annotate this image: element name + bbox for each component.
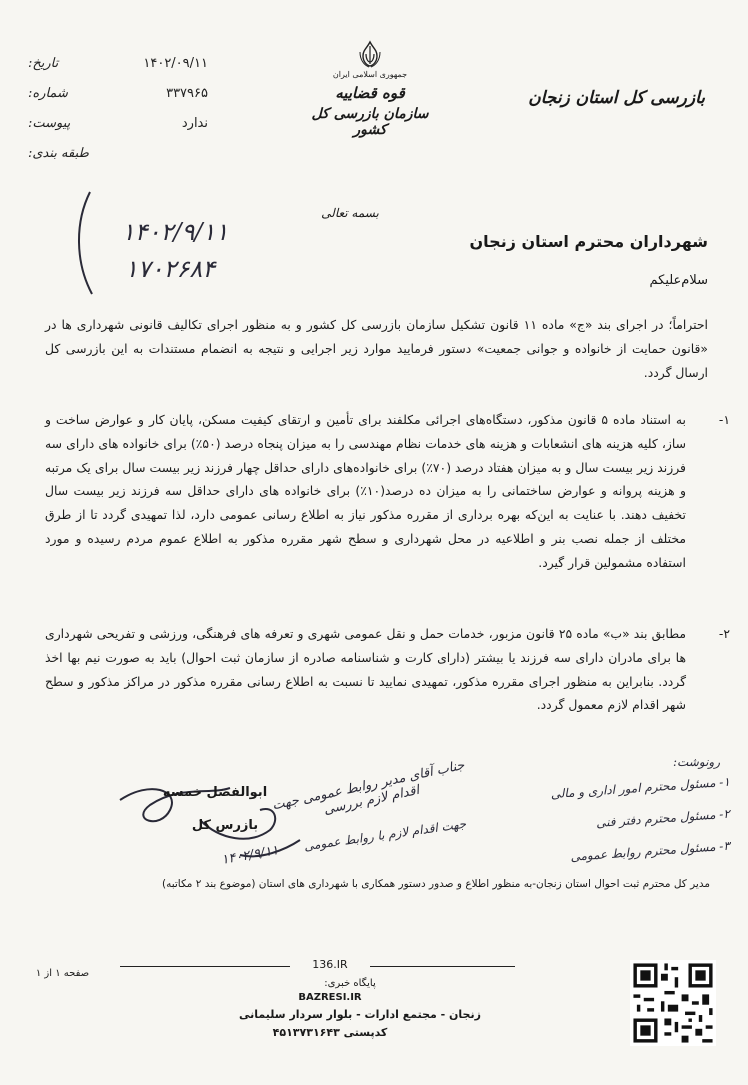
news-site: BAZRESI.IR bbox=[298, 992, 362, 1003]
meta-attachment-label: پیوست: bbox=[28, 116, 71, 131]
meta-attachment bbox=[28, 116, 208, 131]
item-2 bbox=[45, 622, 730, 717]
meta-classification bbox=[28, 146, 208, 161]
footer-code: 136.IR bbox=[290, 958, 370, 971]
basmala: بسمه تعالی bbox=[321, 206, 379, 220]
handwritten-cc-3: ۳- مسئول محترم روابط عمومی bbox=[569, 838, 731, 864]
recipient: شهرداران محترم استان زنجان bbox=[469, 232, 708, 251]
handwritten-note-2: جهت اقدام لازم با روابط عمومی bbox=[303, 816, 467, 854]
meta-number bbox=[28, 86, 208, 101]
handwritten-note-1: جناب آقای مدیر روابط عمومی جهت اقدام لازم بررسی bbox=[270, 757, 466, 818]
meta-date-value: ۱۴۰۲/۰۹/۱۱ bbox=[143, 56, 208, 71]
handwritten-cc-2: ۲- مسئول محترم دفتر فنی bbox=[595, 806, 731, 831]
signatory-title: بازرس کل bbox=[191, 818, 259, 833]
handwritten-signature-date: ۱۴۰۲/۹/۱۱ bbox=[220, 843, 280, 868]
greeting: سلام‌علیکم bbox=[649, 273, 708, 288]
branch-label: قوه قضاییه bbox=[335, 84, 405, 102]
meta-attachment-value: ندارد bbox=[181, 116, 208, 131]
item-2-text: مطابق بند «ب» ماده ۲۵ قانون مزبور، خدمات حمل و نقل عمومی شهری و تعرفه های فرهنگی، ورزشی و تفریحی شهرداری ها برای مادران دارای سه فرزند یا بیشتر (دارای کارت و شناسنامه صادره از سازمان ثبت احوال) باید به صورت نیم بها اخذ گردد. بنابراین به منظور اجرای مقرره مذکور، تمهیدی نمایید تا نسبت به اطلاع رسانی مقرره مذکور در مراکز مذکور و سطح شهر اقدام لازم معمول گردد. bbox=[45, 626, 686, 713]
signatory-name: ابوالفضل خمسه bbox=[162, 785, 268, 800]
intro-paragraph: احتراماً؛ در اجرای بند «ج» ماده ۱۱ قانون تشکیل سازمان بازرسی کل کشور و به منظور اجرای تکالیف قانونی شهرداری ها در «قانون حمایت از خانواده و جوانی جمعیت» دستور فرمایید موارد زیر اجرایی و نتیجه به انضمام مستندات به این بازرسی کل ارسال گردد. bbox=[45, 317, 708, 380]
meta-number-value: ۳۳۷۹۶۵ bbox=[166, 86, 208, 101]
handwritten-cc-heading: رونوشت: bbox=[672, 755, 720, 769]
meta-date bbox=[28, 56, 208, 71]
meta-number-label: شماره: bbox=[28, 86, 68, 101]
item-1-number: ۱- bbox=[718, 412, 730, 427]
emblem-icon bbox=[357, 40, 383, 68]
handwritten-number: ۱۷۰۲۶۸۴ bbox=[124, 255, 216, 283]
cc-line: مدیر کل محترم ثبت احوال استان زنجان-به منظور اطلاع و صدور دستور همکاری با شهرداری های استان (موضوع بند ۲ مکاتبه) bbox=[161, 878, 710, 890]
office-label: بازرسی کل استان زنجان bbox=[528, 88, 705, 108]
republic-label: جمهوری اسلامی ایران bbox=[332, 70, 408, 79]
page-number: صفحه ۱ از ۱ bbox=[35, 968, 90, 979]
news-site-label: پایگاه خبری: bbox=[324, 978, 376, 989]
item-1-text: به استناد ماده ۵ قانون مذکور، دستگاه‌های اجرائی مکلفند برای تأمین و ارتقای کیفیت مسکن، پایان کار و عوارض ساخت و ساز، کلیه هزینه های انشعابات و هزینه های خدمات نظام مهندسی را به میزان پنجاه درصد (۵۰٪) برای خانواده های دارای سه فرزند زیر بیست سال و به میزان هفتاد درصد (۷۰٪) برای خانواده‌های دارای حداقل چهار فرزند زیر بیست سال برای یک مرتبه و هزینه پروانه و عوارض ساختمانی را به میزان ده درصد(۱۰٪) برای خانواده های دارای حداقل سه فرزند زیر بیست سال تخفیف دهند. با عنایت به این‌که بهره برداری از مقرره مذکور نیاز به اطلاع رسانی عمومی دارد، لذا تمهیدی گردد تا از طرق مختلف از جمله نصب بنر و اطلاعیه در محل شهرداری و سطح شهر مقرره مذکور به اطلاع عموم مردم رسیده و مورد استفاده مشمولین قرار گیرد. bbox=[45, 412, 686, 570]
handwritten-date: ۱۴۰۲/۹/۱۱ bbox=[121, 218, 229, 246]
meta-classification-label: طبقه بندی: bbox=[28, 146, 89, 161]
handwritten-cc-1: ۱- مسئول محترم امور اداری و مالی bbox=[550, 774, 731, 802]
meta-date-label: تاریخ: bbox=[28, 56, 59, 71]
item-2-number: ۲- bbox=[718, 626, 730, 641]
organization-label: سازمان بازرسی کل کشور bbox=[311, 106, 429, 138]
qr-code-icon bbox=[630, 960, 716, 1046]
item-1 bbox=[45, 408, 730, 575]
footer-address: زنجان - مجتمع ادارات - بلوار سردار سلیمانی bbox=[239, 1008, 481, 1021]
footer-postal: کدپستی ۴۵۱۳۷۳۱۶۴۳ bbox=[272, 1026, 388, 1039]
